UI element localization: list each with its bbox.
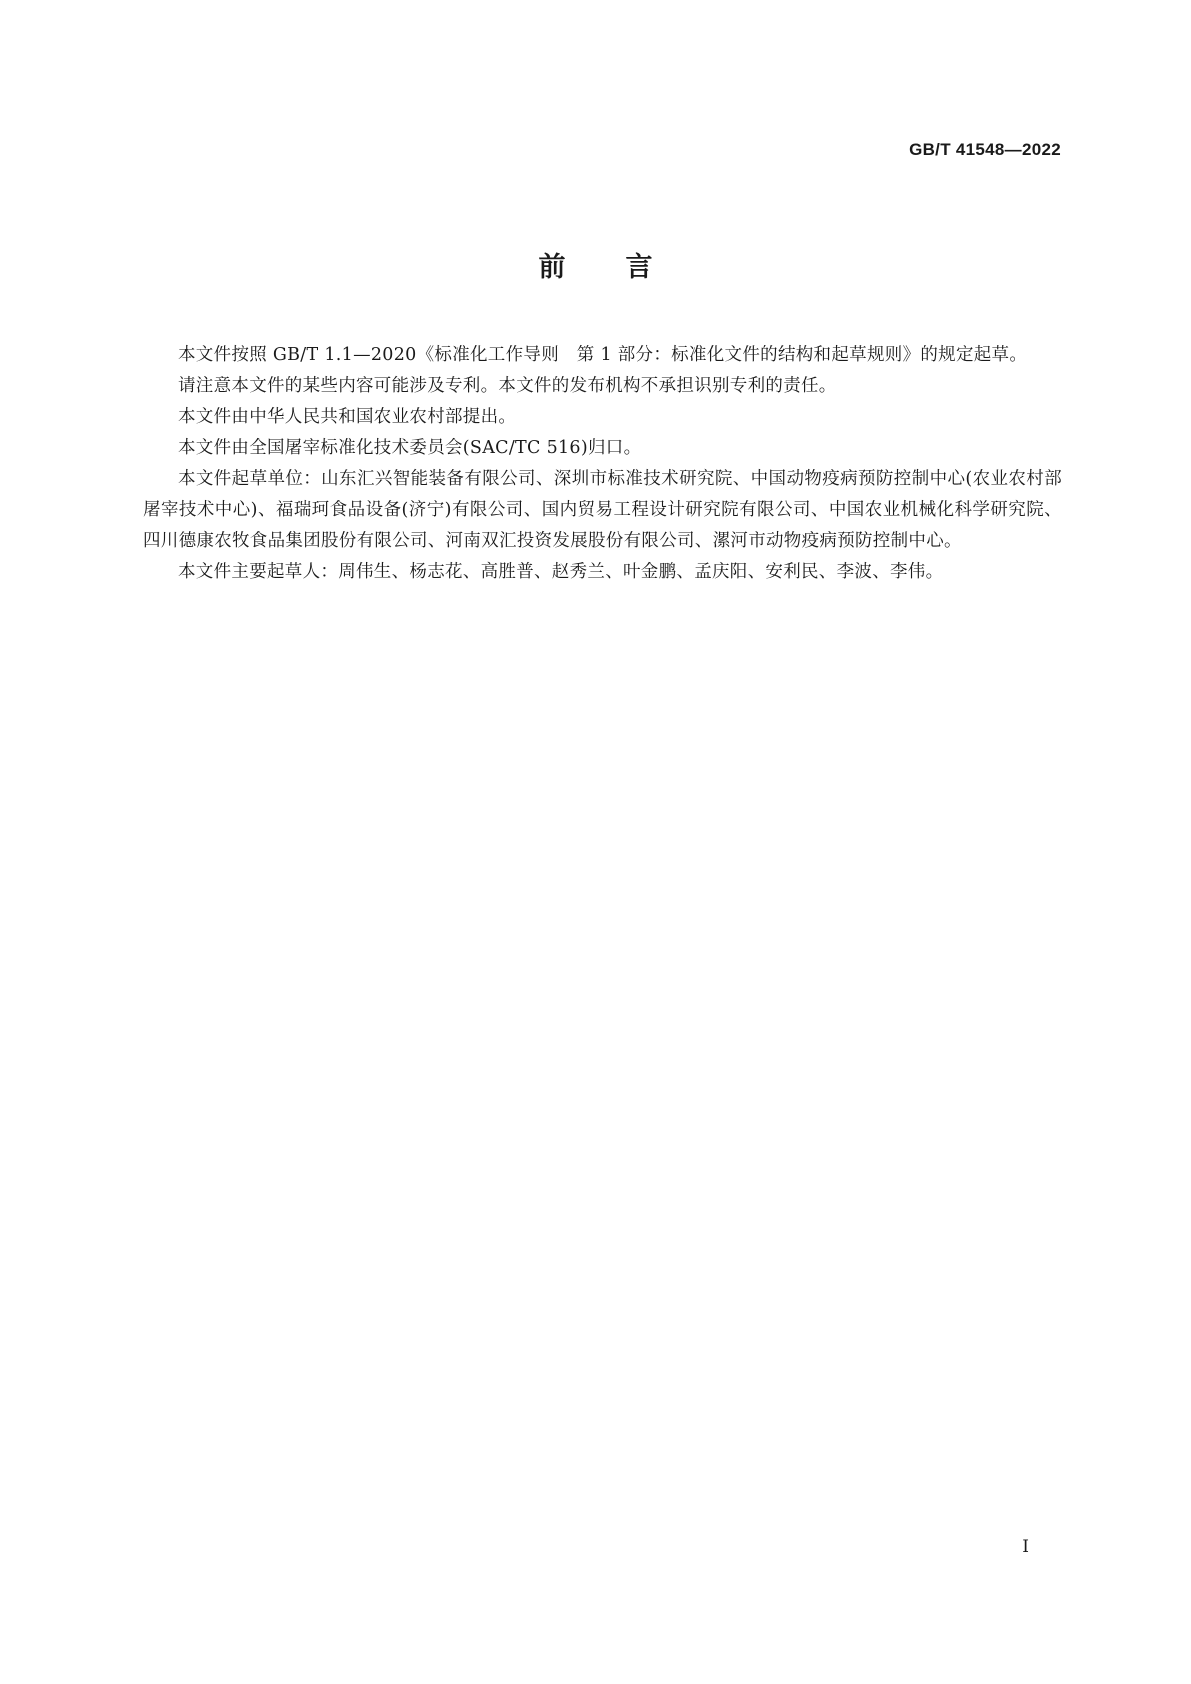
foreword-body (143, 340, 1062, 588)
paragraph-committee: 本文件由全国屠宰标准化技术委员会(SAC/TC 516)归口。 (178, 438, 642, 458)
paragraph-drafting-units: 本文件起草单位：山东汇兴智能装备有限公司、深圳市标准技术研究院、中国动物疫病预防控制中心(农业农村部屠宰技术中心)、福瑞珂食品设备(济宁)有限公司、国内贸易工程设计研究院有限公司、中国农业机械化科学研究院、四川德康农牧食品集团股份有限公司、河南双汇投资发展股份有限公司、漯河市动物疫病预防控制中心。 (143, 469, 1062, 551)
page-number: I (1022, 1537, 1029, 1557)
paragraph-proposer: 本文件由中华人民共和国农业农村部提出。 (178, 407, 517, 427)
page-title: 前言 (538, 252, 713, 283)
standard-number: GB/T 41548—2022 (909, 140, 1061, 159)
paragraph-patent-notice: 请注意本文件的某些内容可能涉及专利。本文件的发布机构不承担识别专利的责任。 (178, 376, 837, 396)
paragraph-drafting-rules: 本文件按照 GB/T 1.1—2020《标准化工作导则 第 1 部分：标准化文件的结构和起草规则》的规定起草。 (178, 345, 1028, 365)
paragraph-drafters: 本文件主要起草人：周伟生、杨志花、高胜普、赵秀兰、叶金鹏、孟庆阳、安利民、李波、李伟。 (178, 562, 944, 582)
